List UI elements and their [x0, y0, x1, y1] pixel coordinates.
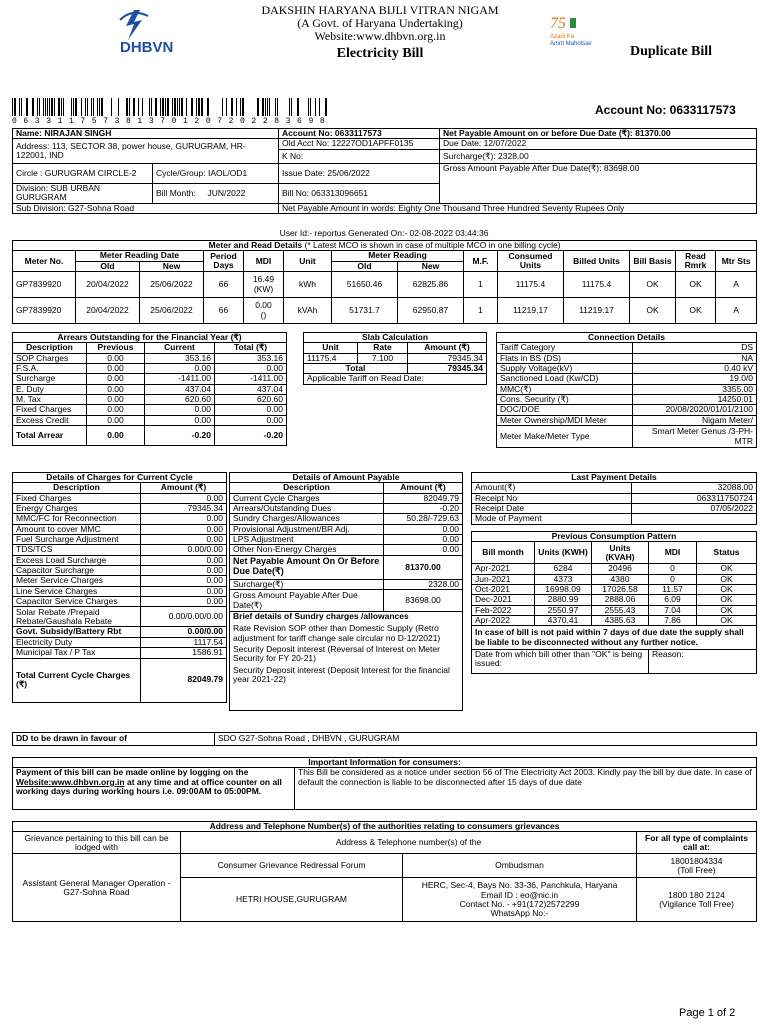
- arrears-row: F.S.A. 0.00 0.00 0.00: [13, 364, 287, 374]
- dhbvn-logo: [112, 6, 172, 62]
- h-date-old: Old: [76, 261, 140, 271]
- gross-amount: Gross Amount Payable After Due Date(₹): 83698.00: [440, 163, 757, 203]
- connection-row: Supply Voltage(kV) 0.40 kV: [497, 364, 757, 374]
- charge-row: Municipal Tax / P Tax 1586.91: [13, 648, 227, 658]
- dd-label: DD to be drawn in favour of: [13, 733, 215, 746]
- consumer-info: [12, 128, 756, 214]
- h-date-new: New: [140, 261, 204, 271]
- connection-row: Flats in BS (DS) NA: [497, 353, 757, 363]
- disconnection-notice: In case of bill is not paid within 7 days of due date the supply shall be liable to be disconnected without any further notice.: [472, 626, 757, 650]
- consumer-name: Name: NIRAJAN SINGH: [13, 129, 279, 139]
- meter-details: [12, 240, 756, 324]
- toll-free-number: 18001804334: [670, 855, 723, 866]
- h-basis: Bill Basis: [630, 251, 676, 272]
- amount-in-words: Net Payable Amount in words: Eighty One Thousand Three Hundred Seventy Rupees Only: [279, 203, 757, 213]
- charge-row: Capacitor Service Charges 0.00: [13, 597, 227, 607]
- h-billed: Billed Units: [564, 251, 630, 272]
- connection-title: Connection Details: [497, 333, 757, 343]
- connection-row: Tariff Category DS: [497, 343, 757, 353]
- h-rmrk: Read Rmrk: [676, 251, 716, 272]
- h-sts: Mtr Sts: [716, 251, 757, 272]
- sub-division: Sub Division: G27-Sohna Road: [13, 203, 279, 213]
- arrears-row: Excess Credit 0.00 0.00 0.00: [13, 415, 287, 425]
- payable-row: Sundry Charges/Allowances 50.28/-729.63: [230, 514, 463, 524]
- last-payment-row: Amount(₹) 32088.00: [472, 483, 757, 493]
- h-read-old: Old: [332, 261, 398, 271]
- charge-row: Meter Service Charges 0.00: [13, 576, 227, 586]
- bill-title: Electricity Bill: [336, 45, 424, 61]
- net-payable-row: Net Payable Amount On Or Before Due Date(₹) 81370.00: [230, 555, 463, 579]
- connection-row: Sanctioned Load (Kw/CD) 19.0/0: [497, 374, 757, 384]
- last-payment-title: Last Payment Details: [472, 473, 757, 483]
- consumption-row: Dec-2021 2880.99 2888.06 6.09 OK: [472, 595, 757, 605]
- connection-table: [496, 332, 756, 448]
- consumption-row: Jun-2021 4373 4380 0 OK: [472, 574, 757, 584]
- slab-table: Slab Calculation Unit Rate Amount (₹) 11175.4 7.100 79345.34 Total 79345.34 Applicable Tariff on Read Date:: [303, 332, 486, 385]
- payable-row: Provisional Adjustment/BR Adj. 0.00: [230, 524, 463, 534]
- arrears-row: M. Tax 0.00 620.60 620.60: [13, 395, 287, 405]
- connection-row: Cons. Security (₹) 14250.01: [497, 395, 757, 405]
- important-info: [12, 757, 756, 810]
- website-link[interactable]: Website:www.dhbvn.org.in: [16, 776, 125, 787]
- charges-table: Details of Charges for Current Cycle Description Amount (₹) Fixed Charges 0.00 Energy Charges 79345.34 MMC/FC for Reconnection 0.00 Amount to cover MMC 0.00 Fuel Surcharge Adjustment 0.00 TDS/TCS 0.00/0.00 Excess Load Surcharge 0.00 Capacitor Surcharge 0.00 Meter Service Charges 0.00 Line Service Charges 0.00 Capacitor Service Charges 0.00 Solar Rebate /Prepaid Rebate/Gaushala Rebate 0.00/0.00/0.00 Govt. Subsidy/Battery Rbt 0.00/0.00 Electricity Duty 1117.54 Municipal Tax / P Tax 1586.91 Total Current Cycle Charges (₹) 82049.79: [12, 472, 226, 703]
- payable-table: Details of Amount Payable Description Amount (₹) Current Cycle Charges 82049.79 Arrears/Outstanding Dues -0.20 Sundry Charges/Allowances 50.28/-729.63 Provisional Adjustment/BR Adj. 0.00 LPS Adjustment 0.00 Other Non-Energy Charges 0.00 Net Payable Amount On Or Before Due Date(₹) 81370.00 Surcharge(₹) 2328.00 Gross Amount Payable After Due Date(₹) 83698.00 Brief details of Sundry charges /allowances Rate Revision SOP other than Domestic Supply (Retro adjustment for tariff change sale circular no D-12/2021) Security Deposit interest (Reversal of Interest on Meter Security for FY 20-21) Security Deposit interest (Deposit Interest for the financial year 2021-22): [229, 472, 462, 711]
- vigilance-number: 1800 180 2124: [668, 889, 725, 900]
- svg-text:Amrit Mahotsav: Amrit Mahotsav: [550, 41, 592, 47]
- arrears-table: Arrears Outstanding for the Financial Year (₹) Description Previous Current Total (₹) SOP Charges 0.00 353.16 353.16 F.S.A. 0.00 0.00 0.00 Surcharge 0.00 -1411.00 -1411.00 E. Duty 0.00 437.04 437.04 M. Tax 0.00 620.60 620.60 Fixed Charges 0.00 0.00 0.00 Excess Credit 0.00 0.00 0.00 Total Arrear 0.00 -0.20 -0.20: [12, 332, 286, 446]
- page-number: Page 1 of 2: [679, 1007, 736, 1019]
- barcode: [12, 98, 332, 116]
- address: Address: 113, SECTOR 38, power house, GURUGRAM, HR-122001, IND: [13, 139, 279, 163]
- charge-row: Fuel Surcharge Adjustment 0.00: [13, 535, 227, 545]
- last-payment-row: Receipt No 063311750724: [472, 493, 757, 503]
- charge-row: Excess Load Surcharge 0.00: [13, 555, 227, 565]
- payable-row: Arrears/Outstanding Dues -0.20: [230, 504, 463, 514]
- division: Division: SUB URBAN GURUGRAM: [13, 183, 153, 203]
- arrears-row: Surcharge 0.00 -1411.00 -1411.00: [13, 374, 287, 384]
- meter-title: Meter and Read Details (* Latest MCO is shown in case of multiple MCO in one billing cycle): [13, 241, 757, 251]
- grievance-table: Address and Telephone Number(s) of the authorities relating to consumers grievances Grievance pertaining to this bill can be lodged with Address & Telephone number(s) of the For all type of complaints call at: Assistant General Manager Operation - G27-Sohna Road Consumer Grievance Redressal Forum Ombudsman 18001804334 (Toll Free) HETRI HOUSE,GURUGRAM HERC, Sec-4, Bays No. 33-36, Panchkula, Haryana Email ID : eo@nic.in Contact No. - +91(172)2572299 WhatsApp No:- 1800 180 2124 (Vigilance Toll Free): [12, 821, 756, 922]
- sundry-details: Rate Revision SOP other than Domestic Supply (Retro adjustment for tariff change sale circular no D-12/2021) Security Deposit interest (Reversal of Interest on Meter Security for FY 20-21) Security Deposit interest (Deposit Interest for the financial year 2021-22): [230, 621, 463, 710]
- h-reading: Meter Reading: [332, 251, 464, 261]
- h-consumed: Consumed Units: [498, 251, 564, 272]
- h-meter-no: Meter No.: [13, 251, 76, 272]
- notice-text: This Bill be considered as a notice under section 56 of The Electricity Act 2003. Kindly pay the bill by due date. In case of default the connection is liable to be disconnected after 15 days of due date: [295, 768, 757, 810]
- k-no: K No:: [279, 149, 440, 163]
- consumption-row: Oct-2021 16998.09 17026.58 11.57 OK: [472, 585, 757, 595]
- total-arrear-row: Total Arrear 0.00 -0.20 -0.20: [13, 426, 287, 446]
- sundry-title: Brief details of Sundry charges /allowances: [230, 612, 463, 622]
- charge-row: Amount to cover MMC 0.00: [13, 524, 227, 534]
- charge-row: Electricity Duty 1117.54: [13, 637, 227, 647]
- meter-row: GP7839920 20/04/2022 25/06/2022 66 0.00 () kVAh 51731.7 62950.87 1 11219.17 11219.17 OK OK A: [13, 298, 757, 324]
- grievance-officer: Assistant General Manager Operation - G27-Sohna Road: [13, 854, 181, 922]
- cycle-group: Cycle/Group: IAOL/OD1: [153, 163, 279, 183]
- charge-row: Govt. Subsidy/Battery Rbt 0.00/0.00: [13, 627, 227, 637]
- last-payment-table: [471, 472, 756, 525]
- ombudsman-address: HERC, Sec-4, Bays No. 33-36, Panchkula, Haryana Email ID : eo@nic.in Contact No. - +91(172)2572299 WhatsApp No:-: [403, 878, 637, 922]
- account-no: Account No: 0633117573: [279, 129, 440, 139]
- connection-row: Meter Ownership/MDI Meter Nigam Meter/: [497, 415, 757, 425]
- charge-row: TDS/TCS 0.00/0.00: [13, 545, 227, 555]
- h-mf: M.F.: [464, 251, 498, 272]
- important-title: Important Information for consumers:: [13, 758, 757, 768]
- charge-row: Capacitor Surcharge 0.00: [13, 566, 227, 576]
- h-period: Period Days: [204, 251, 244, 272]
- bill-month: Bill Month: JUN/2022: [153, 183, 279, 203]
- meter-row: GP7839920 20/04/2022 25/06/2022 66 16.49 (KW) kWh 51650.46 62825.86 1 11175.4 11175.4 OK OK A: [13, 272, 757, 298]
- arrears-row: Fixed Charges 0.00 0.00 0.00: [13, 405, 287, 415]
- org-subtitle: (A Govt. of Haryana Undertaking): [297, 16, 463, 31]
- dd-row: [12, 732, 756, 746]
- charge-row: Energy Charges 79345.34: [13, 504, 227, 514]
- org-name: DAKSHIN HARYANA BIJLI VITRAN NIGAM: [261, 3, 499, 17]
- connection-row: MMC(₹) 3355.00: [497, 384, 757, 394]
- consumption-row: Apr-2021 6284 20496 0 OK: [472, 564, 757, 574]
- charge-row: Line Service Charges 0.00: [13, 586, 227, 596]
- payable-title: Details of Amount Payable: [230, 473, 463, 483]
- total-current-charges-row: Total Current Cycle Charges (₹) 82049.79: [13, 658, 227, 702]
- generated-info: User Id:- reportus Generated On:- 02-08-2022 03:44:36: [279, 228, 489, 238]
- h-reading-date: Meter Reading Date: [76, 251, 204, 261]
- connection-row: DOC/DOE 20/08/2020/01/01/2100: [497, 405, 757, 415]
- issue-date: Issue Date: 25/06/2022: [279, 163, 440, 183]
- charge-row: MMC/FC for Reconnection 0.00: [13, 514, 227, 524]
- consumption-table: Previous Consumption Pattern Bill month Units (KWH) Units (KVAH) MDI Status Apr-2021 6284 20496 0 OK Jun-2021 4373 4380 0 OK Oct-2021 16998.09 17026.58 11.57 OK Dec-2021 2880.99 2888.06 6.09 OK Feb-2022 2550.97 2555.43 7.04 OK Apr-2022 4370.41 4385.63 7.86 OK In case of bill is not paid within 7 days of due date the supply shall be liable to be disconnected without any further notice. Date from which bill other than "OK" is being issued: Reason:: [471, 531, 756, 674]
- svg-text:Azadi Ka: Azadi Ka: [550, 34, 575, 40]
- due-date: Due Date: 12/07/2022: [440, 139, 757, 149]
- h-unit: Unit: [284, 251, 332, 272]
- applicable-tariff: Applicable Tariff on Read Date:: [304, 374, 487, 384]
- arrears-row: SOP Charges 0.00 353.16 353.16: [13, 353, 287, 363]
- website: Website:www.dhbvn.org.in: [314, 29, 446, 44]
- duplicate-bill-label: Duplicate Bill: [630, 44, 713, 59]
- dd-value: SDO G27-Sohna Road , DHBVN , GURUGRAM: [215, 733, 757, 746]
- arrears-row: E. Duty 0.00 437.04 437.04: [13, 384, 287, 394]
- charge-row: Fixed Charges 0.00: [13, 493, 227, 503]
- bill-no: Bill No: 063313096651: [279, 183, 440, 203]
- slab-title: Slab Calculation: [304, 333, 487, 343]
- payable-row: Other Non-Energy Charges 0.00: [230, 545, 463, 555]
- net-payable-header: Net Payable Amount on or before Due Date (₹): 81370.00: [440, 129, 757, 139]
- arrears-title: Arrears Outstanding for the Financial Year (₹): [13, 333, 287, 343]
- charges-title: Details of Charges for Current Cycle: [13, 473, 227, 483]
- account-number-heading: Account No: 0633117573: [595, 103, 736, 117]
- azadi-logo: [546, 12, 596, 52]
- consumption-row: Apr-2022 4370.41 4385.63 7.86 OK: [472, 616, 757, 626]
- old-acct-no: Old Acct No: 12227OD1APFF0135: [279, 139, 440, 149]
- last-payment-row: Receipt Date 07/05/2022: [472, 504, 757, 514]
- barcode-digits: 0 6 3 3 1 1 7 5 7 3 8 1 3 7 0 1 2 0 7 2 0 2 2 8 3 6 9 8: [12, 117, 326, 126]
- surcharge: Surcharge(₹): 2328.00: [440, 149, 757, 163]
- logo-text: DHBVN: [120, 39, 174, 56]
- online-payment-info: Payment of this bill can be made online by logging on the Website:www.dhbvn.org.in at any time and at office counter on all working days during working hours i.e. 09:00AM to 05:00PM.: [13, 768, 295, 810]
- consumption-title: Previous Consumption Pattern: [472, 532, 757, 542]
- circle: Circle : GURUGRAM CIRCLE-2: [13, 163, 153, 183]
- connection-row: Meter Make/Meter Type Smart Meter Genus /3-PH-MTR: [497, 426, 757, 448]
- payable-row: Current Cycle Charges 82049.79: [230, 493, 463, 503]
- svg-text:75: 75: [550, 15, 566, 32]
- h-mdi: MDI: [244, 251, 284, 272]
- last-payment-row: Mode of Payment: [472, 514, 757, 524]
- payable-row: LPS Adjustment 0.00: [230, 535, 463, 545]
- grievance-title: Address and Telephone Number(s) of the authorities relating to consumers grievances: [13, 822, 757, 832]
- consumption-row: Feb-2022 2550.97 2555.43 7.04 OK: [472, 605, 757, 615]
- h-read-new: New: [398, 261, 464, 271]
- charge-row: Solar Rebate /Prepaid Rebate/Gaushala Rebate 0.00/0.00/0.00: [13, 607, 227, 627]
